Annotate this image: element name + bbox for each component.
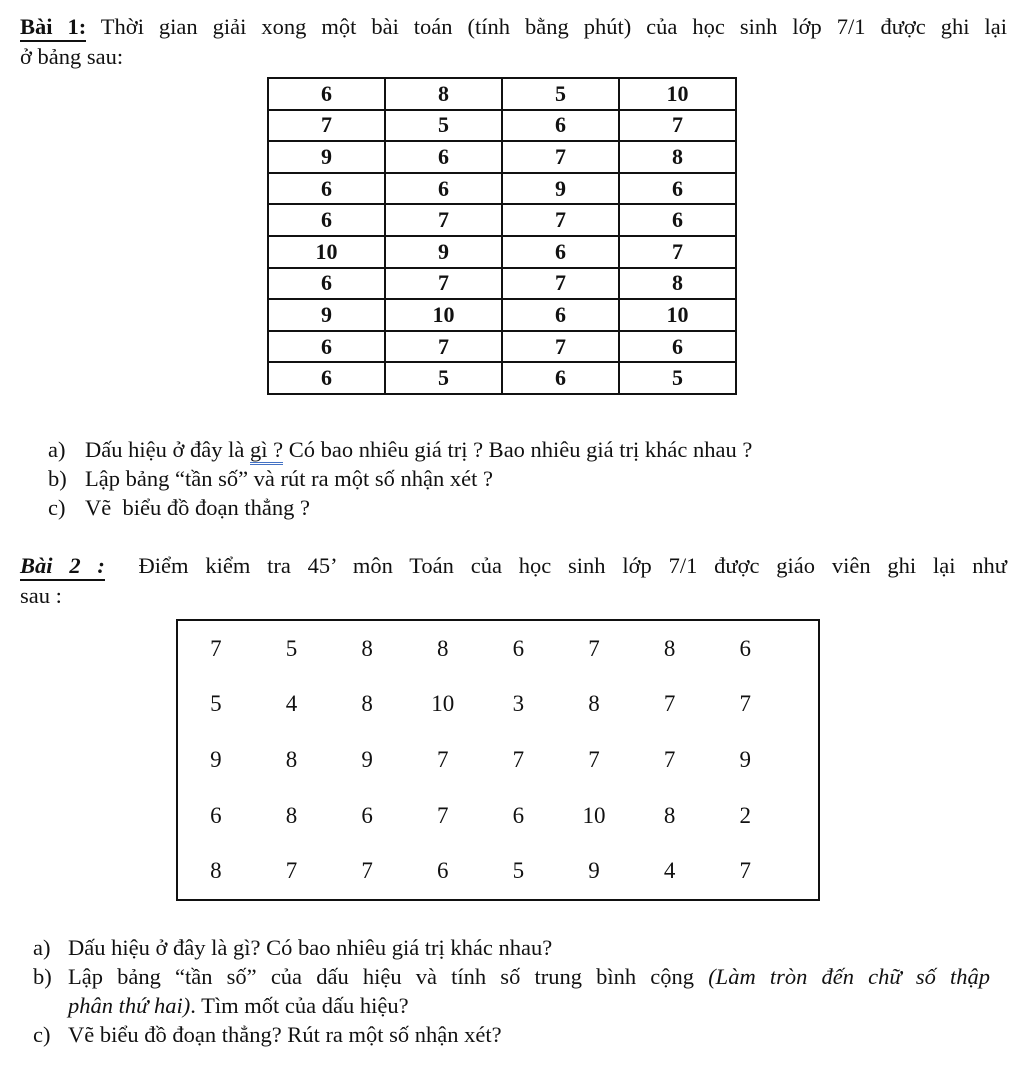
table-cell: 7 (588, 746, 600, 772)
table-cell: 6 (502, 299, 619, 331)
table-cell: 6 (512, 802, 525, 828)
bai2-question-a-marker: a) (33, 935, 51, 960)
table-cell: 8 (588, 691, 600, 717)
bai2-question-b-marker: b) (33, 964, 52, 989)
bai2-intro-text1: Điểm kiểm tra 45’ môn Toán của học sinh lớp 7/1 được giáo viên ghi lại như (104, 553, 1007, 578)
bai2-question-c-marker: c) (33, 1022, 51, 1047)
table-cell: 6 (268, 204, 385, 236)
bai2-question-b-line1-regular: Lập bảng “tần số” của dấu hiệu và tính số trung bình cộng (68, 964, 709, 989)
table-cell: 5 (385, 362, 502, 394)
table-cell: 4 (285, 691, 298, 717)
table-cell: 7 (385, 204, 502, 236)
table-cell: 6 (385, 141, 502, 173)
table-cell: 5 (385, 110, 502, 142)
table-cell: 7 (512, 746, 525, 772)
table-cell: 7 (285, 858, 298, 884)
bai2-data-table (176, 619, 820, 901)
table-cell: 8 (210, 858, 222, 884)
bai2-question-b (33, 962, 990, 1020)
bai2-question-b-line2 (68, 991, 990, 1020)
table-cell: 7 (361, 858, 373, 884)
table-cell: 6 (619, 173, 736, 205)
table-cell: 2 (739, 802, 751, 828)
table-cell: 9 (739, 746, 751, 772)
bai2-question-b-text (68, 962, 990, 1020)
table-cell: 7 (739, 858, 751, 884)
table-cell: 6 (268, 268, 385, 300)
table-cell: 4 (663, 858, 676, 884)
table-cell: 7 (619, 236, 736, 268)
bai1-question-b-marker: b) (48, 466, 67, 491)
bai2-question-b-line2-regular: . Tìm mốt của dấu hiệu? (190, 993, 409, 1018)
table-cell: 8 (619, 141, 736, 173)
bai1-question-c-text: Vẽ biểu đồ đoạn thẳng ? (85, 495, 310, 520)
table-cell: 9 (361, 746, 373, 772)
table-cell: 7 (663, 691, 676, 717)
table-cell: 3 (512, 691, 525, 717)
bai1-intro-line1 (20, 12, 1007, 42)
table-cell: 10 (582, 802, 606, 828)
bai1-intro-line2: ở bảng sau: (20, 44, 124, 69)
table-cell: 8 (619, 268, 736, 300)
table-cell: 6 (268, 173, 385, 205)
table-cell: 6 (619, 331, 736, 363)
bai2-question-b-line1 (68, 962, 990, 991)
bai2-intro (20, 551, 1007, 611)
table-cell: 8 (385, 78, 502, 110)
bai1-question-a-text (85, 435, 988, 464)
table-cell: 6 (385, 173, 502, 205)
table-cell: 9 (385, 236, 502, 268)
bai1-question-c-marker: c) (48, 495, 66, 520)
bai2-label: Bài 2 : (20, 553, 105, 581)
table-cell: 8 (285, 746, 298, 772)
table-cell: 6 (739, 635, 751, 661)
table-cell: 6 (361, 802, 373, 828)
table-cell: 10 (385, 299, 502, 331)
bai1-question-a-marker: a) (48, 437, 66, 462)
table-cell: 9 (268, 299, 385, 331)
table-cell: 6 (502, 110, 619, 142)
table-cell: 7 (663, 746, 676, 772)
table-cell: 6 (619, 204, 736, 236)
bai1-intro (20, 12, 1007, 72)
table-cell: 9 (268, 141, 385, 173)
table-cell: 6 (210, 802, 222, 828)
table-cell: 5 (210, 691, 222, 717)
table-cell: 7 (588, 635, 600, 661)
table-cell: 7 (268, 110, 385, 142)
bai1-question-a-grammar-underline: gì ? (250, 437, 283, 465)
table-cell: 7 (502, 141, 619, 173)
table-cell: 7 (502, 204, 619, 236)
table-cell: 8 (663, 802, 676, 828)
bai1-questions (48, 435, 988, 522)
table-cell: 6 (268, 362, 385, 394)
table-cell: 7 (739, 691, 751, 717)
bai1-question-b-text: Lập bảng “tần số” và rút ra một số nhận xét ? (85, 466, 493, 491)
bai1-data-table (267, 77, 737, 395)
bai2-question-b-line2-italic: phân thứ hai) (68, 993, 191, 1018)
table-cell: 7 (502, 268, 619, 300)
table-cell: 10 (619, 78, 736, 110)
table-cell: 8 (663, 635, 676, 661)
table-cell: 5 (619, 362, 736, 394)
bai2-question-c (33, 1020, 990, 1049)
bai1-question-a (48, 435, 988, 464)
table-cell: 6 (268, 331, 385, 363)
table-cell: 10 (268, 236, 385, 268)
table-cell: 5 (512, 858, 525, 884)
table-cell: 9 (588, 858, 600, 884)
table-cell: 5 (502, 78, 619, 110)
bai1-label: Bài 1: (20, 14, 86, 42)
table-cell: 8 (285, 802, 298, 828)
table-cell: 7 (502, 331, 619, 363)
table-cell: 8 (436, 635, 449, 661)
bai2-question-c-text: Vẽ biểu đồ đoạn thẳng? Rút ra một số nhận xét? (68, 1022, 502, 1047)
table-cell: 7 (385, 331, 502, 363)
table-cell: 9 (502, 173, 619, 205)
table-cell: 6 (502, 362, 619, 394)
table-cell: 10 (619, 299, 736, 331)
table-cell: 6 (502, 236, 619, 268)
bai2-question-b-line1-italic: (Làm tròn đến chữ số thập (708, 964, 991, 989)
bai2-question-a (33, 933, 990, 962)
table-cell: 7 (436, 746, 449, 772)
table-cell: 6 (436, 858, 449, 884)
bai2-intro-line1 (20, 551, 1007, 581)
bai1-question-a-prefix: Dấu hiệu ở đây là (85, 437, 250, 462)
bai1-question-c (48, 493, 988, 522)
table-cell: 10 (431, 691, 455, 717)
bai1-question-a-suffix: Có bao nhiêu giá trị ? Bao nhiêu giá trị khác nhau ? (283, 437, 753, 462)
table-cell: 8 (361, 635, 373, 661)
table-cell: 8 (361, 691, 373, 717)
table-cell: 7 (385, 268, 502, 300)
table-cell: 9 (210, 746, 222, 772)
bai1-intro-text1: Thời gian giải xong một bài toán (tính bằng phút) của học sinh lớp 7/1 được ghi lại (86, 14, 1007, 39)
bai2-questions (33, 933, 990, 1049)
bai1-question-b (48, 464, 988, 493)
table-cell: 7 (619, 110, 736, 142)
bai2-intro-line2: sau : (20, 583, 62, 608)
bai2-question-a-text: Dấu hiệu ở đây là gì? Có bao nhiêu giá trị khác nhau? (68, 935, 553, 960)
table-cell: 7 (436, 802, 449, 828)
table-cell: 6 (512, 635, 525, 661)
table-cell: 6 (268, 78, 385, 110)
table-cell: 5 (285, 635, 298, 661)
table-cell: 7 (210, 635, 222, 661)
